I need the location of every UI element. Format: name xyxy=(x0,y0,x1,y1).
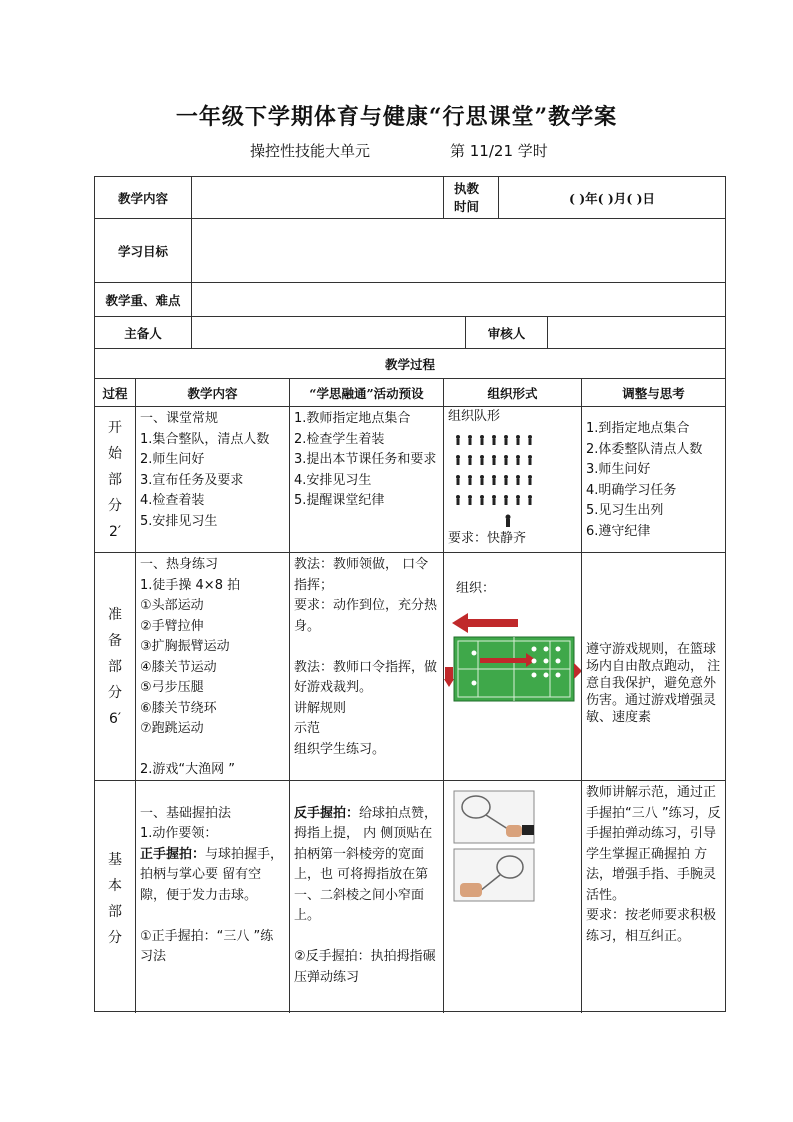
key-points-field[interactable] xyxy=(192,283,725,317)
student-marker xyxy=(505,499,508,505)
student-marker xyxy=(492,435,496,439)
basic-activity-rest: 给球拍点赞，拇指上提， 内 侧顶贴在拍柄第一斜棱旁的宽面上，也 可将拇指放在第一、二斜棱之间小窄面 上。 ②反手握拍：执拍拇指碾压弹动练习 xyxy=(294,805,438,985)
basic-content-rest: 与球拍握手，拍柄与掌心要 留有空隙，便于发力击球。 ①正手握拍：“三八 ”练习法 xyxy=(140,846,284,964)
reviewer-label: 审核人 xyxy=(466,317,548,349)
basic-stage: 基 本 部 分 xyxy=(95,781,136,1013)
student-marker xyxy=(528,475,532,479)
student-marker xyxy=(468,475,472,479)
student-marker xyxy=(504,455,508,459)
student-marker xyxy=(468,435,472,439)
preparer-label: 主备人 xyxy=(95,317,192,349)
student-marker xyxy=(528,435,532,439)
student-marker xyxy=(481,499,484,505)
student-marker xyxy=(529,439,532,445)
student-marker xyxy=(469,459,472,465)
player-dot xyxy=(472,681,477,686)
student-marker xyxy=(516,495,520,499)
student-marker xyxy=(492,475,496,479)
unit-name: 操控性技能大单元 xyxy=(250,142,371,160)
content-label: 教学内容 xyxy=(95,177,192,219)
prep-activity: 教法：教师领做， 口令指挥； 要求：动作到位，充分热身。 教法：教师口令指挥，做好游戏裁判。 讲解规则 示范 组织学生练习。 xyxy=(290,553,444,781)
grip-photos xyxy=(444,787,582,907)
basic-organization xyxy=(444,781,582,1013)
student-marker xyxy=(468,495,472,499)
player-dot xyxy=(532,659,537,664)
col-organization: 组织形式 xyxy=(444,379,582,407)
start-activity: 1.教师指定地点集合 2.检查学生着装 3.提出本节课任务和要求 4.安排见习生 5.提醒课堂纪律 xyxy=(290,407,444,553)
start-adjust: 1.到指定地点集合 2.体委整队清点人数 3.师生问好 4.明确学习任务 5.见习生出列 6.遵守纪律 xyxy=(582,407,725,553)
student-marker xyxy=(529,499,532,505)
student-marker xyxy=(480,455,484,459)
col-adjust: 调整与思考 xyxy=(582,379,725,407)
formation-requirement: 要求：快静齐 xyxy=(448,531,527,546)
student-marker xyxy=(517,439,520,445)
formation-diagram xyxy=(444,429,582,529)
student-marker xyxy=(529,459,532,465)
player-dot xyxy=(556,647,561,652)
student-marker xyxy=(457,459,460,465)
col-stage: 过程 xyxy=(95,379,136,407)
lesson-plan-table xyxy=(94,176,726,1012)
student-marker xyxy=(456,495,460,499)
student-marker xyxy=(516,455,520,459)
start-stage: 开 始 部 分 2′ xyxy=(95,407,136,553)
exec-time-label: 执教时间 xyxy=(444,177,499,219)
student-marker xyxy=(492,455,496,459)
student-marker xyxy=(457,439,460,445)
student-marker xyxy=(504,495,508,499)
student-marker xyxy=(529,479,532,485)
student-marker xyxy=(493,439,496,445)
student-marker xyxy=(468,455,472,459)
basic-content xyxy=(136,781,290,1013)
content-field[interactable] xyxy=(192,177,444,219)
student-marker xyxy=(493,479,496,485)
student-marker xyxy=(516,435,520,439)
basic-content-head: 一、基础握拍法 1.动作要领： xyxy=(140,805,232,841)
backhand-grip-label: 反手握拍： xyxy=(294,805,360,821)
date-field[interactable]: ( )年( )月( )日 xyxy=(499,177,725,219)
student-marker xyxy=(457,499,460,505)
player-dot xyxy=(556,673,561,678)
student-marker xyxy=(493,499,496,505)
reviewer-field[interactable] xyxy=(548,317,725,349)
student-marker xyxy=(481,439,484,445)
goal-label: 学习目标 xyxy=(95,219,192,283)
prep-adjust: 遵守游戏规则，在篮球场内自由散点跑动， 注意自我保护，避免意外伤害。通过游戏增强灵 敏、速度素 xyxy=(582,553,725,781)
student-marker xyxy=(516,475,520,479)
student-marker xyxy=(505,439,508,445)
start-content: 一、课堂常规 1.集合整队，清点人数 2.师生问好 3.宣布任务及要求 4.检查着装 5.安排见习生 xyxy=(136,407,290,553)
teacher-marker xyxy=(506,519,510,527)
student-marker xyxy=(504,475,508,479)
start-organization xyxy=(444,407,582,553)
student-marker xyxy=(480,475,484,479)
player-dot xyxy=(532,647,537,652)
student-marker xyxy=(469,499,472,505)
student-marker xyxy=(480,495,484,499)
player-dot xyxy=(544,673,549,678)
student-marker xyxy=(457,479,460,485)
org-title: 组织： xyxy=(456,581,496,596)
student-marker xyxy=(505,459,508,465)
col-activity: “学思融通”活动预设 xyxy=(290,379,444,407)
student-marker xyxy=(456,475,460,479)
basic-adjust: 教师讲解示范，通过正手握拍“三八 ”练习，反手握拍弹动练习，引导学生掌握正确握拍 方法，增强手指、手腕灵活性。 要求：按老师要求积极练习，相互纠正。 xyxy=(586,785,721,944)
lesson-number: 第 11/21 学时 xyxy=(450,142,548,160)
forehand-grip-label: 正手握拍： xyxy=(140,846,206,862)
preparer-field[interactable] xyxy=(192,317,466,349)
teacher-marker xyxy=(506,515,511,520)
col-content: 教学内容 xyxy=(136,379,290,407)
student-marker xyxy=(481,459,484,465)
student-marker xyxy=(505,479,508,485)
player-dot xyxy=(472,651,477,656)
student-marker xyxy=(492,495,496,499)
key-points-label: 教学重、难点 xyxy=(95,283,192,317)
student-marker xyxy=(528,455,532,459)
formation-title: 组织队形 xyxy=(448,409,501,424)
player-dot xyxy=(556,659,561,664)
student-marker xyxy=(528,495,532,499)
student-marker xyxy=(480,435,484,439)
student-marker xyxy=(456,455,460,459)
student-marker xyxy=(456,435,460,439)
student-marker xyxy=(481,479,484,485)
prep-stage: 准 备 部 分 6′ xyxy=(95,553,136,781)
prep-content: 一、热身练习 1.徒手操 4×8 拍 ①头部运动 ②手臂拉伸 ③扩胸振臂运动 ④膝关节运动 ⑤弓步压腿 ⑥膝关节绕环 ⑦跑跳运动 2.游戏“大渔网 ” xyxy=(136,553,290,781)
prep-organization xyxy=(444,553,582,781)
student-marker xyxy=(517,499,520,505)
basic-activity xyxy=(290,781,444,1013)
student-marker xyxy=(504,435,508,439)
student-marker xyxy=(493,459,496,465)
process-label: 教学过程 xyxy=(95,349,725,379)
student-marker xyxy=(469,439,472,445)
page-title: 一年级下学期体育与健康“行思课堂”教学案 xyxy=(175,104,618,130)
student-marker xyxy=(469,479,472,485)
player-dot xyxy=(544,659,549,664)
player-dot xyxy=(544,647,549,652)
player-dot xyxy=(532,673,537,678)
goal-field[interactable] xyxy=(192,219,725,283)
student-marker xyxy=(517,459,520,465)
court-diagram xyxy=(444,553,582,781)
student-marker xyxy=(517,479,520,485)
